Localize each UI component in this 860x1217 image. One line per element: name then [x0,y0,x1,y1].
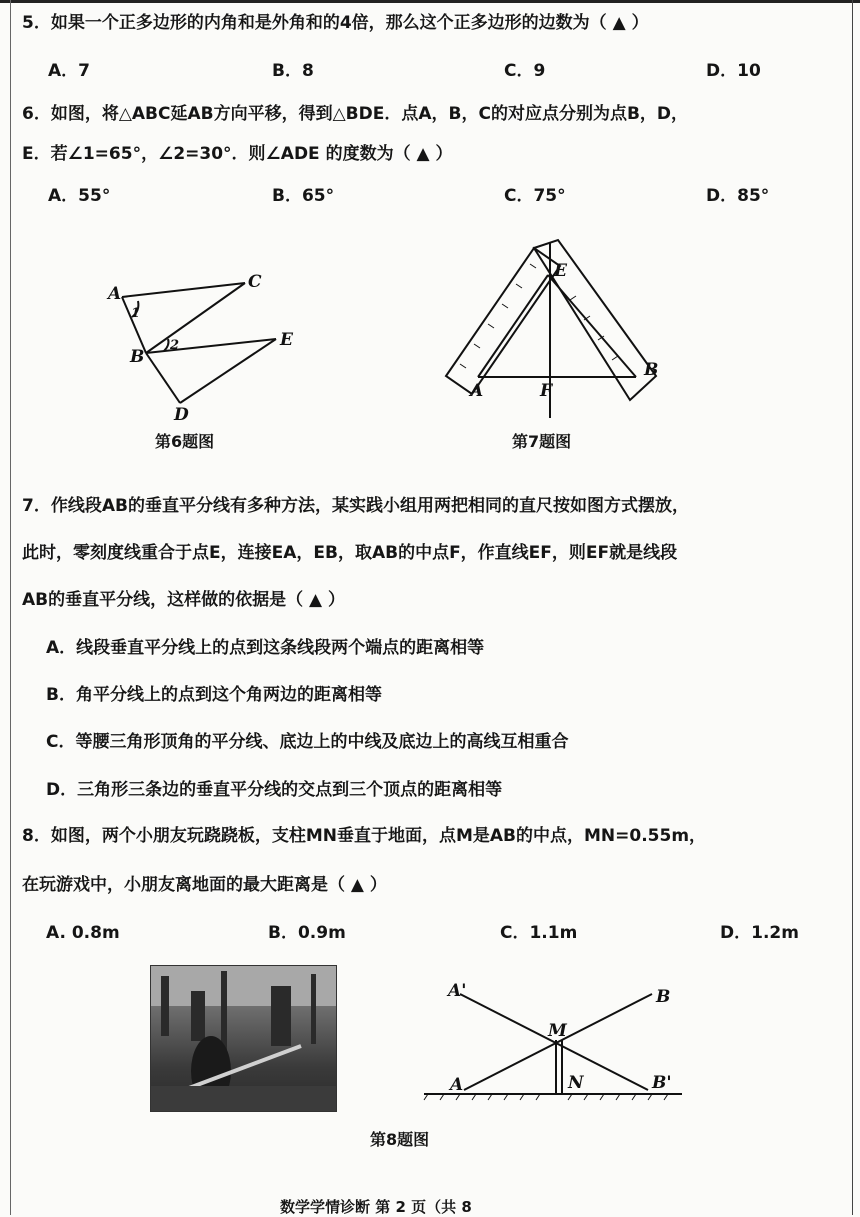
q8-option-b: B．0.9m [268,923,346,943]
q8-stem-line1: 8．如图，两个小朋友玩跷跷板，支柱MN垂直于地面，点M是AB的中点，MN=0.55m， [22,826,707,846]
q8-stem-line2: 在玩游戏中，小朋友离地面的最大距离是（ ▲ ） [22,875,387,895]
q7-option-d: D．三角形三条边的垂直平分线的交点到三个顶点的距离相等 [46,780,503,800]
point-a-label: A [108,284,122,304]
point-a-prime-label: A' [448,981,467,1001]
point-b-label: B [656,987,671,1007]
point-e-label: E [280,330,293,350]
q6-option-a: A．55° [48,186,111,206]
figure-6 [100,265,300,425]
q7-stem-line2: 此时，零刻度线重合于点E，连接EA，EB，取AB的中点F，作直线EF，则EF就是线段 [22,543,678,563]
q8-option-a: A. 0.8m [46,923,120,943]
angle-2-label: 2 [170,338,180,353]
q5-stem: 5．如果一个正多边形的内角和是外角和的4倍，那么这个正多边形的边数为（ ▲ ） [22,13,649,33]
q6-option-b: B．65° [272,186,335,206]
point-c-label: C [248,272,262,292]
q7-option-a: A．线段垂直平分线上的点到这条线段两个端点的距离相等 [46,638,485,658]
ruler-ticks [460,264,618,368]
segment-a-prime-b-prime [460,994,648,1090]
point-b-label: B [130,347,145,367]
seesaw-photo [150,965,337,1112]
angle-1-label: 1 [131,306,141,321]
figure-8 [420,978,690,1108]
segment-eb [548,275,636,377]
figure-7-caption: 第7题图 [512,432,572,451]
figure-6-caption: 第6题图 [155,432,215,451]
q5-option-d: D．10 [706,61,761,81]
q8-option-c: C．1.1m [500,923,578,943]
q7-stem-line1: 7．作线段AB的垂直平分线有多种方法，某实践小组用两把相同的直尺按如图方式摆放， [22,496,689,516]
top-border [0,0,860,3]
q6-option-c: C．75° [504,186,566,206]
q5-option-a: A．7 [48,61,90,81]
point-a-label: A [470,381,484,401]
page-footer: 数学学情诊断 第 2 页（共 8 [280,1198,472,1216]
segment-ab [464,994,652,1090]
q6-option-d: D．85° [706,186,770,206]
figure-7 [430,230,670,430]
point-m-label: M [548,1021,567,1041]
point-e-label: E [554,261,567,281]
q5-option-b: B．8 [272,61,314,81]
left-border [10,0,11,1215]
right-border [852,0,853,1215]
segment-bd [146,353,180,403]
q7-option-c: C．等腰三角形顶角的平分线、底边上的中线及底边上的高线互相重合 [46,732,569,752]
q8-option-d: D．1.2m [720,923,799,943]
point-d-label: D [174,405,189,425]
point-b-prime-label: B' [652,1073,672,1093]
q6-stem-line1: 6．如图，将△ABC延AB方向平移，得到△BDE．点A，B，C的对应点分别为点B，D， [22,104,689,124]
point-f-label: F [540,381,553,401]
figure-8-caption: 第8题图 [370,1130,430,1149]
segment-ea [478,275,548,377]
q7-option-b: B．角平分线上的点到这个角两边的距离相等 [46,685,382,705]
point-n-label: N [568,1073,584,1093]
point-b-label: B [644,360,659,380]
q7-stem-line3: AB的垂直平分线，这样做的依据是（ ▲ ） [22,590,346,610]
q5-option-c: C．9 [504,61,546,81]
point-a-label: A [450,1075,464,1095]
left-ruler [446,248,560,394]
q6-stem-line2: E．若∠1=65°，∠2=30°．则∠ADE 的度数为（ ▲ ） [22,144,453,164]
